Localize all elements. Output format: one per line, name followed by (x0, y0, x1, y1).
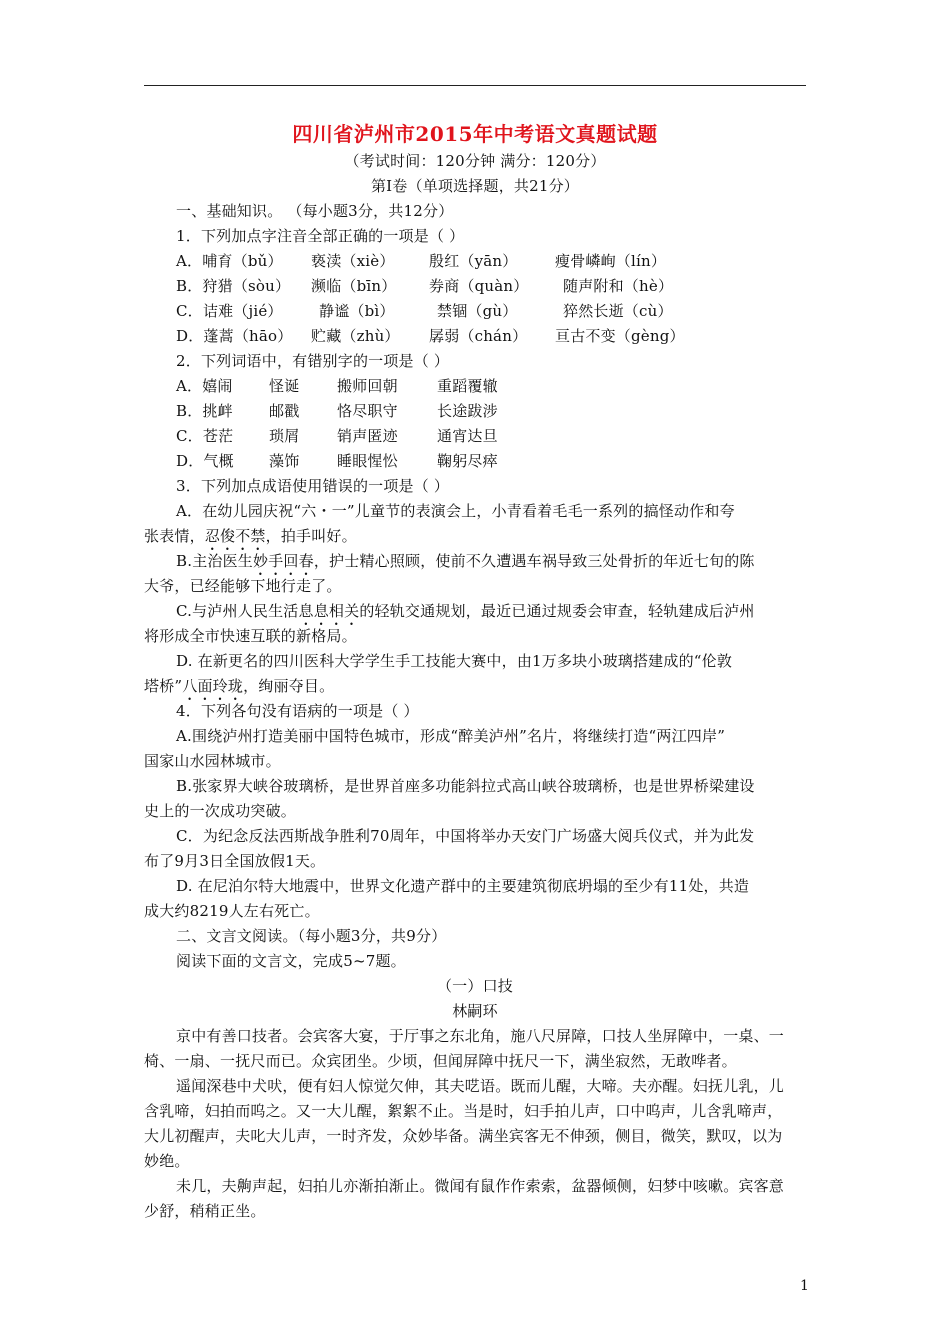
q1-d-3: 孱弱（chán） (429, 327, 528, 345)
q1-a-4: 瘦骨嶙峋（lín） (555, 252, 667, 270)
q4-d-line1: D. 在尼泊尔特大地震中，世界文化遗产群中的主要建筑彻底坍塌的至少有11处，共造 (176, 877, 750, 895)
q2-c-4: 通宵达旦 (437, 427, 498, 445)
q4-d-line2: 成大约8219人左右死亡。 (144, 902, 320, 920)
q3-b-line1 (176, 551, 755, 579)
q3-d-line1: D. 在新更名的四川医科大学学生手工技能大赛中，由1万多块小玻璃搭建成的“伦敦 (176, 652, 733, 670)
q1-b-3: 券商（quàn） (429, 277, 529, 295)
q1-a-3: 殷红（yān） (429, 252, 518, 270)
q4-a-line1: A.围绕泸州打造美丽中国特色城市，形成“醉美泸州”名片，将继续打造“两江四岸” (176, 727, 726, 745)
q3-a-text-end: ，拍手叫好。 (265, 527, 357, 545)
q1-b-1: B．狩猎（sòu） (176, 277, 291, 295)
q2-c-2: 琐屑 (269, 427, 300, 445)
q3-a-line2 (144, 526, 357, 554)
page-title: 四川省泸州市2015年中考语文真题试题 (292, 122, 658, 146)
q2-stem: 2．下列词语中，有错别字的一项是（ ） (176, 352, 450, 370)
q3-a-line1: A．在幼儿园庆祝“六・一”儿童节的表演会上，小青看着毛毛一系列的搞怪动作和夸 (176, 502, 735, 520)
passage-line-1: 京中有善口技者。会宾客大宴，于厅事之东北角，施八尺屏障，口技人坐屏障中，一桌、一 (176, 1027, 785, 1045)
passage-line-6: 妙绝。 (144, 1152, 190, 1170)
q3-a-text: 张表情， (144, 527, 205, 545)
q3-d-text-end: ，绚丽夺目。 (243, 677, 335, 695)
q1-d-4: 亘古不变（gèng） (555, 327, 685, 345)
q2-d-1: D．气概 (176, 452, 234, 470)
q4-a-line2: 国家山水园林城市。 (144, 752, 281, 770)
section2-instruction: 阅读下面的文言文，完成5~7题。 (176, 952, 406, 970)
exam-info: （考试时间：120分钟 满分：120分） (344, 152, 606, 170)
q3-stem: 3．下列加点成语使用错误的一项是（ ） (176, 477, 450, 495)
q4-stem: 4．下列各句没有语病的一项是（ ） (176, 702, 419, 720)
section1-heading: 一、基础知识。 （每小题3分，共12分） (176, 202, 454, 220)
q2-b-4: 长途跋涉 (437, 402, 498, 420)
q2-b-1: B．挑衅 (176, 402, 233, 420)
q3-b-text-end: ，护士精心照顾，使前不久遭遇车祸导致三处骨折的年近七旬的陈 (313, 552, 755, 570)
q3-c-line1 (176, 601, 755, 629)
passage-line-4: 含乳啼，妇拍而呜之。又一大儿醒，絮絮不止。当是时，妇手拍儿声，口中呜声，儿含乳啼声， (144, 1102, 783, 1120)
q2-a-4: 重蹈覆辙 (437, 377, 498, 395)
q4-b-line1: B.张家界大峡谷玻璃桥，是世界首座多功能斜拉式高山峡谷玻璃桥，也是世界桥梁建设 (176, 777, 755, 795)
passage-line-2: 椅、一扇、一抚尺而已。众宾团坐。少顷，但闻屏障中抚尺一下，满坐寂然，无敢哗者。 (144, 1052, 737, 1070)
q3-c-line2: 将形成全市快速互联的新格局。 (144, 627, 357, 645)
q4-b-line2: 史上的一次成功突破。 (144, 802, 297, 820)
q4-c-line2: 布了9月3日全国放假1天。 (144, 852, 326, 870)
q1-c-2: 静谧（bì） (319, 302, 395, 320)
passage-author: 林嗣环 (452, 1002, 498, 1020)
q3-c-text: C.与泸州人民生活 (176, 602, 299, 620)
q3-c-idiom: 息息相关 (298, 602, 360, 620)
q1-a-1: A．哺育（bǔ） (176, 252, 283, 270)
q3-b-idiom: 妙手回春 (253, 552, 314, 570)
section2-heading: 二、文言文阅读。（每小题3分，共9分） (176, 927, 447, 945)
q3-d-text: 塔桥” (144, 677, 183, 695)
q3-d-line2 (144, 676, 334, 704)
q2-a-1: A．嬉闹 (176, 377, 233, 395)
q2-c-1: C．苍茫 (176, 427, 234, 445)
q3-b-line2: 大爷，已经能够下地行走了。 (144, 577, 342, 595)
q1-b-2: 濒临（bīn） (311, 277, 397, 295)
q3-d-idiom: 八面玲珑 (182, 677, 244, 695)
q2-c-3: 销声匿迹 (337, 427, 398, 445)
passage-title: （一）口技 (436, 977, 513, 995)
q2-d-3: 睡眼惺忪 (337, 452, 398, 470)
q3-b-text: B.主治医生 (176, 552, 253, 570)
q1-d-2: 贮藏（zhù） (311, 327, 400, 345)
q2-a-2: 怪诞 (269, 377, 300, 395)
q2-d-2: 藻饰 (269, 452, 300, 470)
q1-stem: 1．下列加点字注音全部正确的一项是（ ） (176, 227, 465, 245)
q1-d-1: D．蓬蒿（hāo） (176, 327, 293, 345)
q1-b-4: 随声附和（hè） (563, 277, 674, 295)
q3-a-idiom: 忍俊不禁 (204, 527, 266, 545)
passage-line-8: 少舒，稍稍正坐。 (144, 1202, 266, 1220)
q3-c-text-end: 的轻轨交通规划，最近已通过规委会审查，轻轨建成后泸州 (359, 602, 755, 620)
q2-a-3: 搬师回朝 (337, 377, 398, 395)
q1-a-2: 亵渎（xiè） (311, 252, 395, 270)
header-rule (144, 85, 806, 86)
q1-c-1: C．诘难（jié） (176, 302, 283, 320)
q2-b-3: 恪尽职守 (337, 402, 398, 420)
page-number: 1 (800, 1278, 809, 1294)
passage-line-3: 遥闻深巷中犬吠，便有妇人惊觉欠伸，其夫呓语。既而儿醒，大啼。夫亦醒。妇抚儿乳，儿 (176, 1077, 785, 1095)
q1-c-3: 禁锢（gù） (437, 302, 518, 320)
q2-b-2: 邮戳 (269, 402, 300, 420)
passage-line-5: 大儿初醒声，夫叱大儿声，一时齐发，众妙毕备。满坐宾客无不伸颈，侧目，微笑，默叹，以为 (144, 1127, 783, 1145)
passage-line-7: 未几，夫齁声起，妇拍儿亦渐拍渐止。微闻有鼠作作索索，盆器倾侧，妇梦中咳嗽。宾客意 (176, 1177, 785, 1195)
q2-d-4: 鞠躬尽瘁 (437, 452, 498, 470)
volume-heading: 第Ⅰ卷（单项选择题，共21分） (370, 177, 579, 195)
q1-c-4: 猝然长逝（cù） (563, 302, 673, 320)
q4-c-line1: C．为纪念反法西斯战争胜利70周年，中国将举办天安门广场盛大阅兵仪式，并为此发 (176, 827, 755, 845)
